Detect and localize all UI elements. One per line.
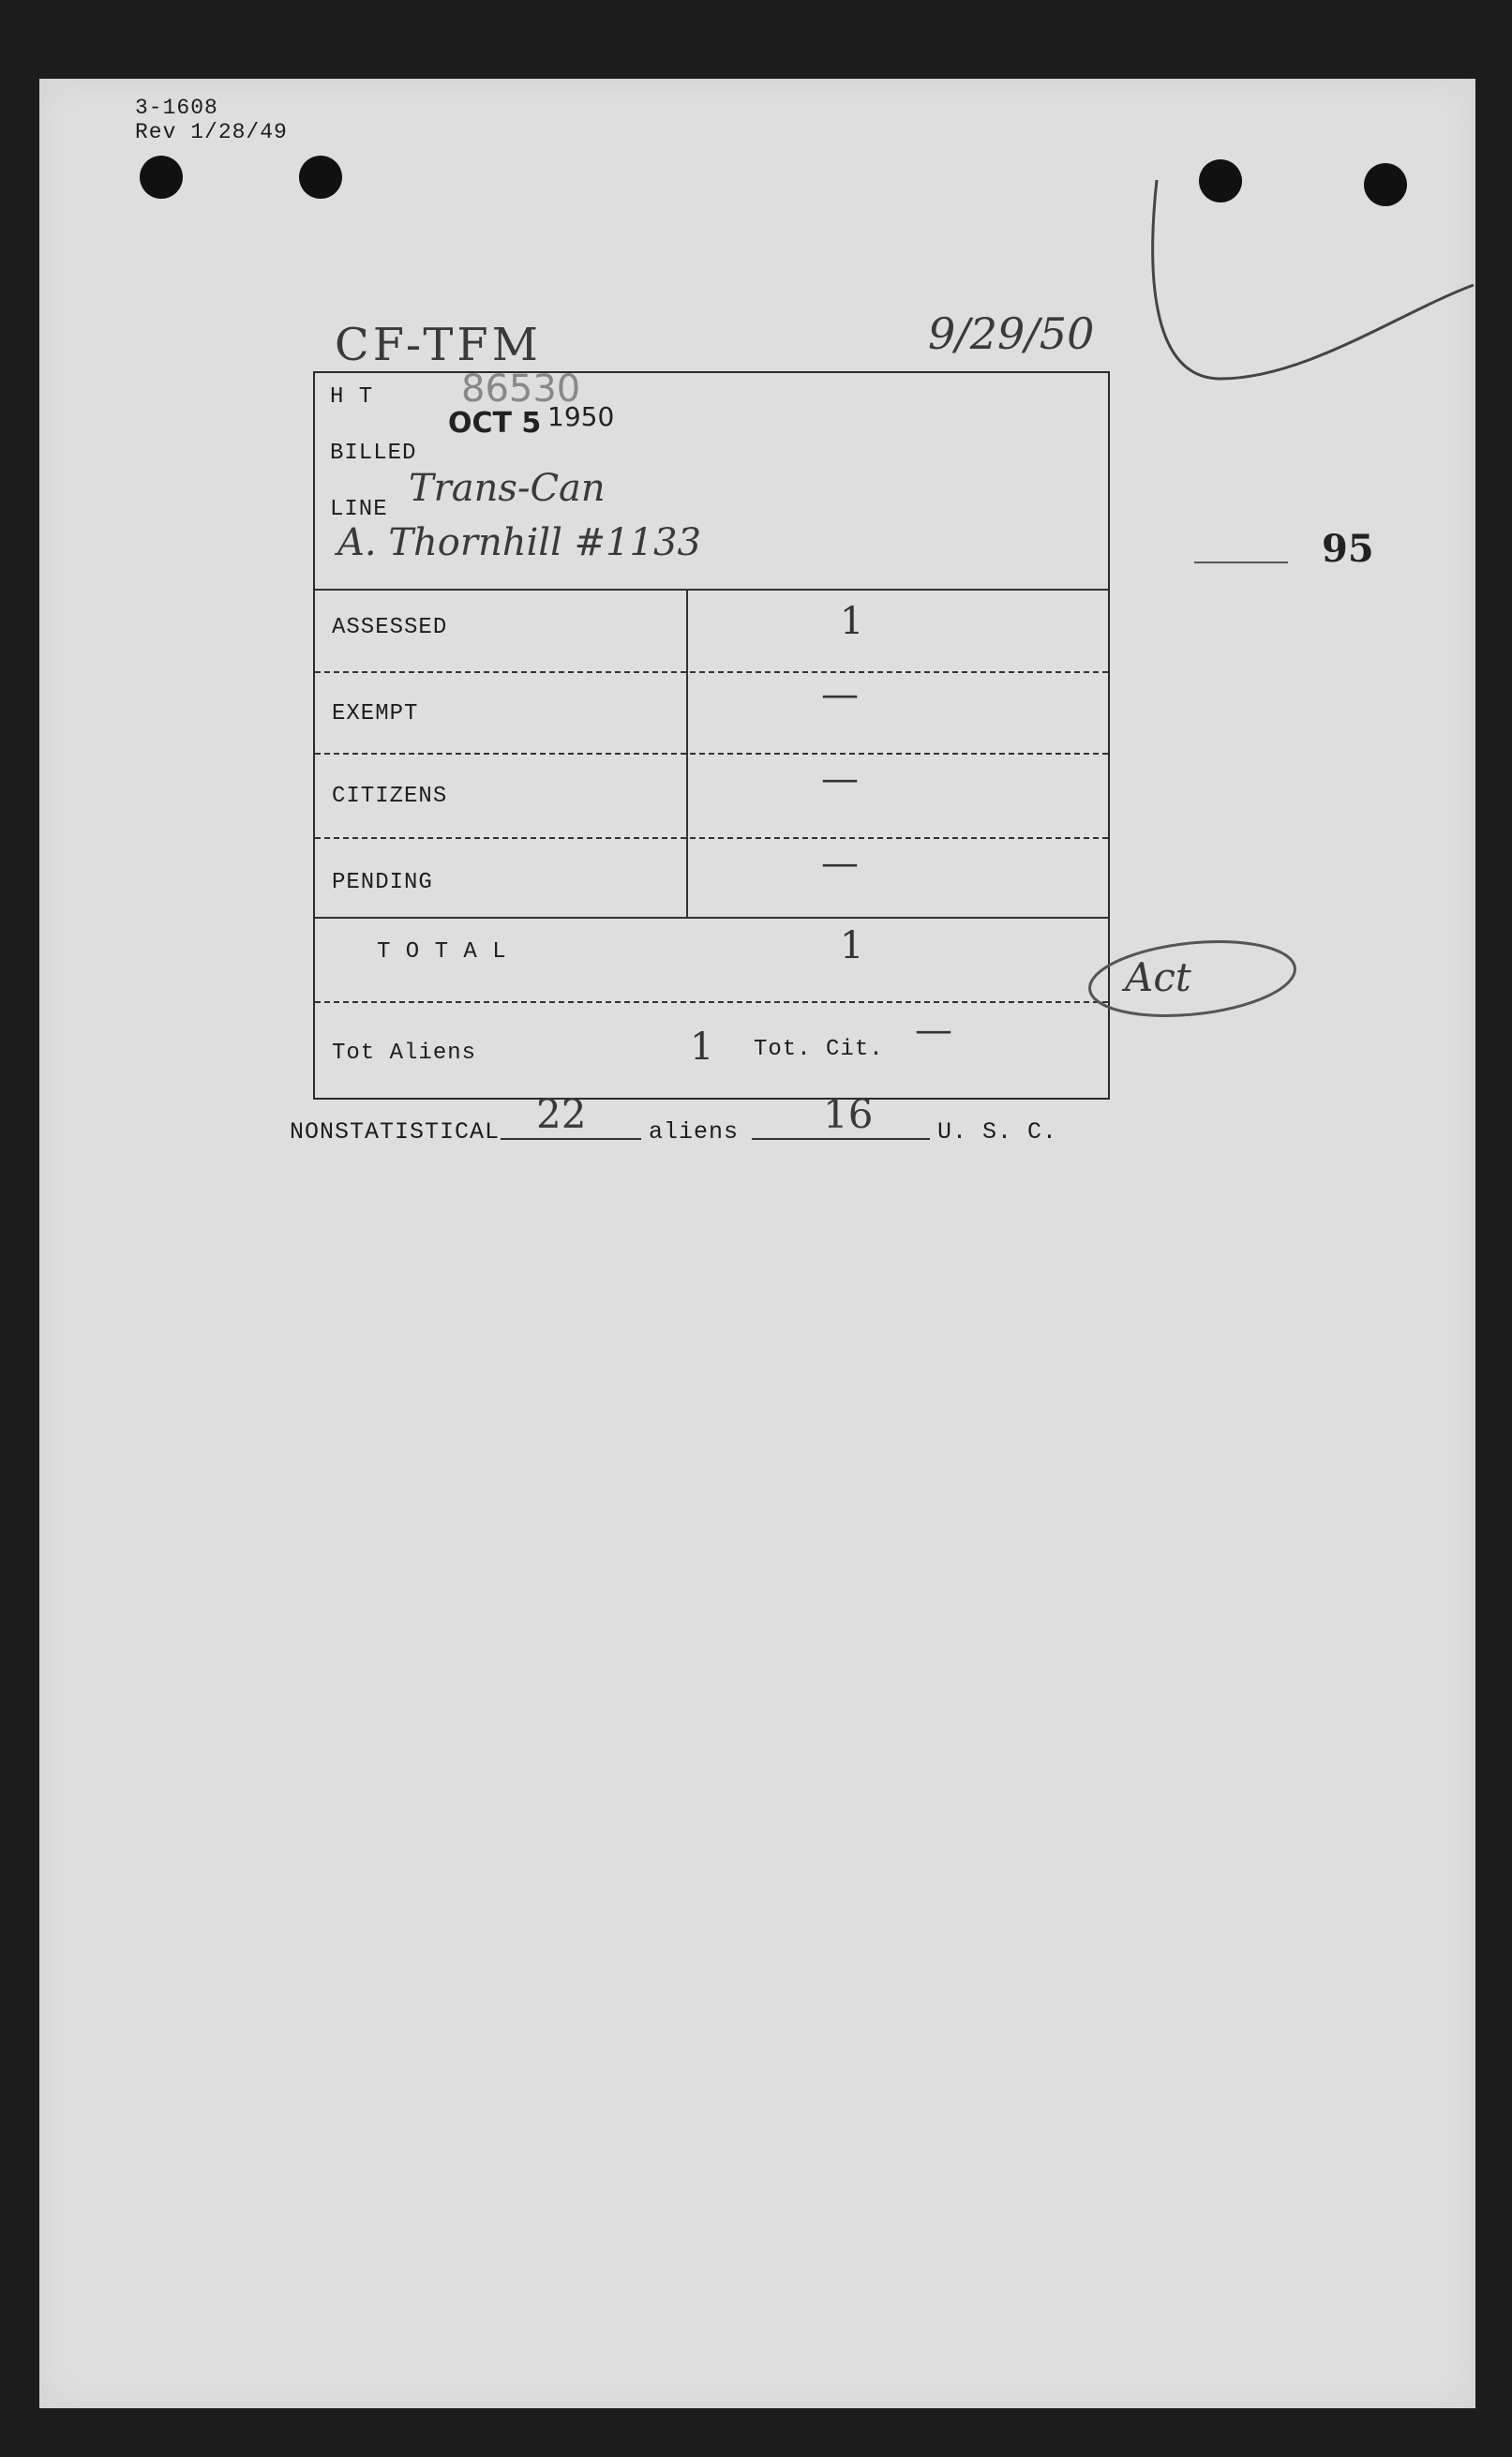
form-revision: Rev 1/28/49 [135,120,288,144]
row-divider [315,671,1108,673]
ht-label: H T [330,384,374,410]
total-label: T O T A L [377,939,507,965]
nonstatistical-label: NONSTATISTICAL [290,1118,501,1146]
row-divider [315,753,1108,755]
row-divider [315,917,1108,919]
form-number: 3-1608 [135,96,218,120]
nonstatistical-usc-count: 16 [823,1091,874,1137]
row-value-citizens: — [821,757,859,801]
row-label-pending: PENDING [332,870,433,895]
row-label-citizens: CITIZENS [332,784,448,809]
line-label: LINE [330,497,388,522]
tot-cit-label: Tot. Cit. [754,1037,884,1062]
initials-loop [1080,932,1342,1072]
page-number: 95 [1322,527,1374,571]
row-divider [315,1001,1108,1003]
nonstatistical-usc-label: U. S. C. [937,1118,1058,1146]
row-value-pending: — [821,842,859,885]
row-value-assessed: 1 [840,600,864,643]
line-value: Trans-Can [409,467,606,510]
usc-count-underline [752,1138,930,1140]
page-number-underline [1194,562,1288,563]
tot-aliens-value: 1 [690,1026,714,1069]
handwritten-code: CF-TFM [335,319,542,371]
pen-stroke [1145,172,1475,397]
aliens-count-underline [501,1138,641,1140]
punch-hole-2 [299,156,342,199]
handwritten-date: 9/29/50 [928,308,1095,359]
document-sheet [39,79,1475,2408]
row-label-exempt: EXEMPT [332,701,419,727]
punch-hole-1 [140,156,183,199]
row-divider [315,589,1108,591]
billed-date-stamp: OCT 5 [448,407,542,440]
inspector-initials: Act [1125,954,1191,1000]
tot-aliens-label: Tot Aliens [332,1041,477,1066]
billed-year-stamp: 1950 [547,401,615,432]
total-value: 1 [840,924,864,967]
row-divider [315,837,1108,839]
nonstatistical-aliens-label: aliens [649,1118,740,1146]
tally-card [313,367,1110,1100]
row-label-assessed: ASSESSED [332,615,448,640]
tot-cit-value: — [915,1009,952,1052]
billed-label: BILLED [330,441,417,466]
nonstatistical-aliens-count: 22 [536,1091,587,1137]
ht-number: 86530 [461,367,581,411]
passenger-name: A. Thornhill #1133 [337,521,701,564]
row-value-exempt: — [821,673,859,716]
